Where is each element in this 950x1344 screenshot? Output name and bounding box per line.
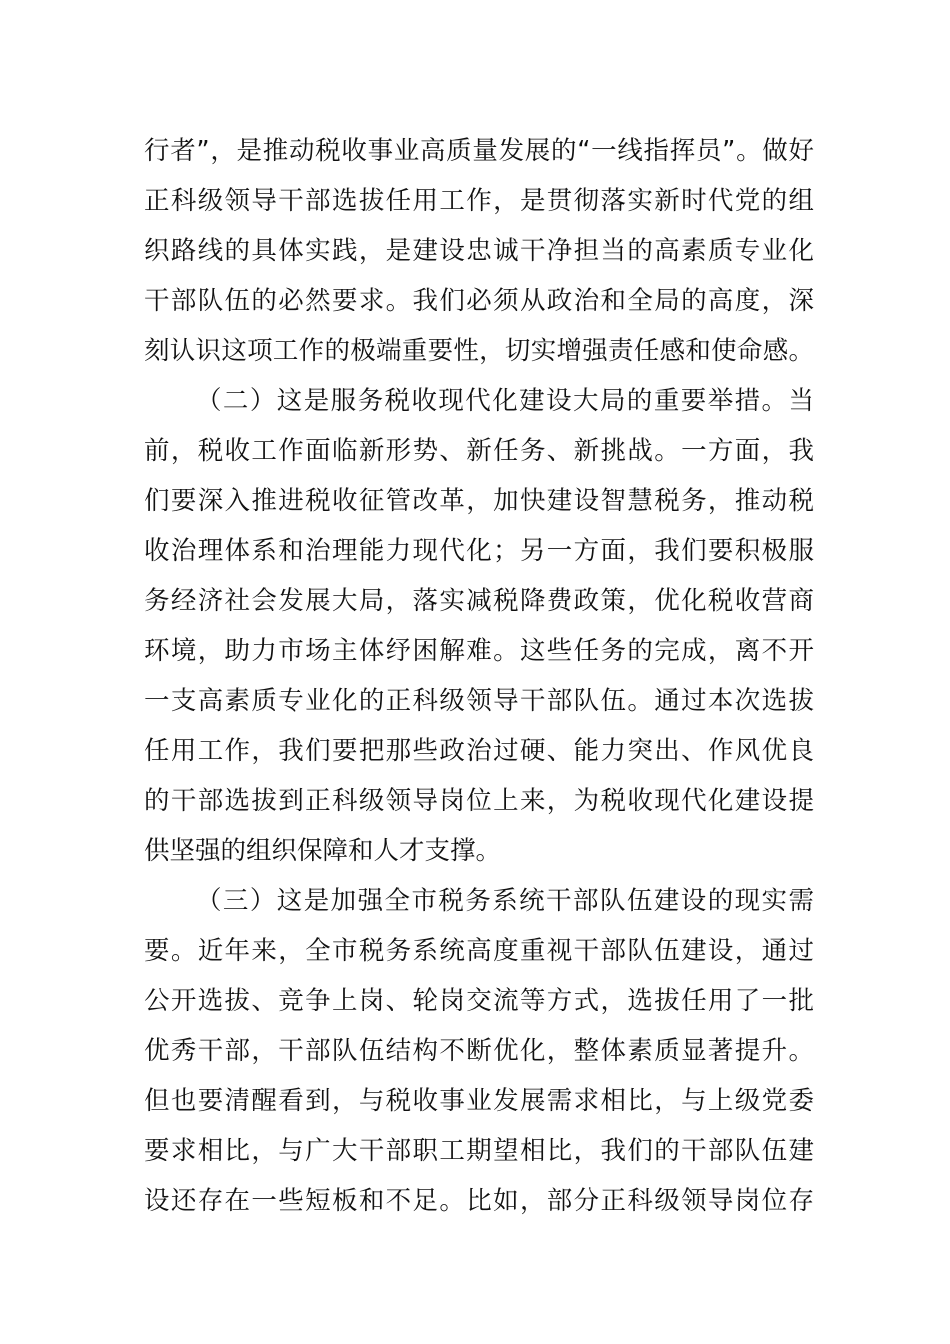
text-line: 要。近年来，全市税务系统高度重视干部队伍建设，通过 bbox=[144, 936, 814, 966]
text-line: 前，税收工作面临新形势、新任务、新挑战。一方面，我 bbox=[144, 436, 814, 466]
section-two-heading-line: （二）这是服务税收现代化建设大局的重要举措。当 bbox=[196, 386, 814, 416]
document-body bbox=[144, 126, 814, 1226]
text-line: 务经济社会发展大局，落实减税降费政策，优化税收营商 bbox=[144, 586, 814, 616]
text-line: 供坚强的组织保障和人才支撑。 bbox=[144, 836, 502, 866]
text-line: 行者”，是推动税收事业高质量发展的“一线指挥员”。做好 bbox=[144, 136, 814, 166]
text-line: 织路线的具体实践，是建设忠诚干净担当的高素质专业化 bbox=[144, 236, 814, 266]
text-line: 环境，助力市场主体纾困解难。这些任务的完成，离不开 bbox=[144, 636, 814, 666]
text-line: 任用工作，我们要把那些政治过硬、能力突出、作风优良 bbox=[144, 736, 814, 766]
text-line: 一支高素质专业化的正科级领导干部队伍。通过本次选拔 bbox=[144, 686, 814, 716]
text-line: 干部队伍的必然要求。我们必须从政治和全局的高度，深 bbox=[144, 286, 814, 316]
text-line: 的干部选拔到正科级领导岗位上来，为税收现代化建设提 bbox=[144, 786, 814, 816]
text-line: 优秀干部，干部队伍结构不断优化，整体素质显著提升。 bbox=[144, 1036, 814, 1066]
text-line: 们要深入推进税收征管改革，加快建设智慧税务，推动税 bbox=[144, 486, 814, 516]
section-three-heading-line: （三）这是加强全市税务系统干部队伍建设的现实需 bbox=[196, 886, 814, 916]
text-line: 设还存在一些短板和不足。比如，部分正科级领导岗位存 bbox=[144, 1186, 814, 1216]
text-line: 正科级领导干部选拔任用工作，是贯彻落实新时代党的组 bbox=[144, 186, 814, 216]
text-line: 公开选拔、竞争上岗、轮岗交流等方式，选拔任用了一批 bbox=[144, 986, 814, 1016]
text-line: 要求相比，与广大干部职工期望相比，我们的干部队伍建 bbox=[144, 1136, 814, 1166]
text-line: 收治理体系和治理能力现代化；另一方面，我们要积极服 bbox=[144, 536, 814, 566]
text-line: 但也要清醒看到，与税收事业发展需求相比，与上级党委 bbox=[144, 1086, 814, 1116]
text-line: 刻认识这项工作的极端重要性，切实增强责任感和使命感。 bbox=[144, 336, 814, 366]
